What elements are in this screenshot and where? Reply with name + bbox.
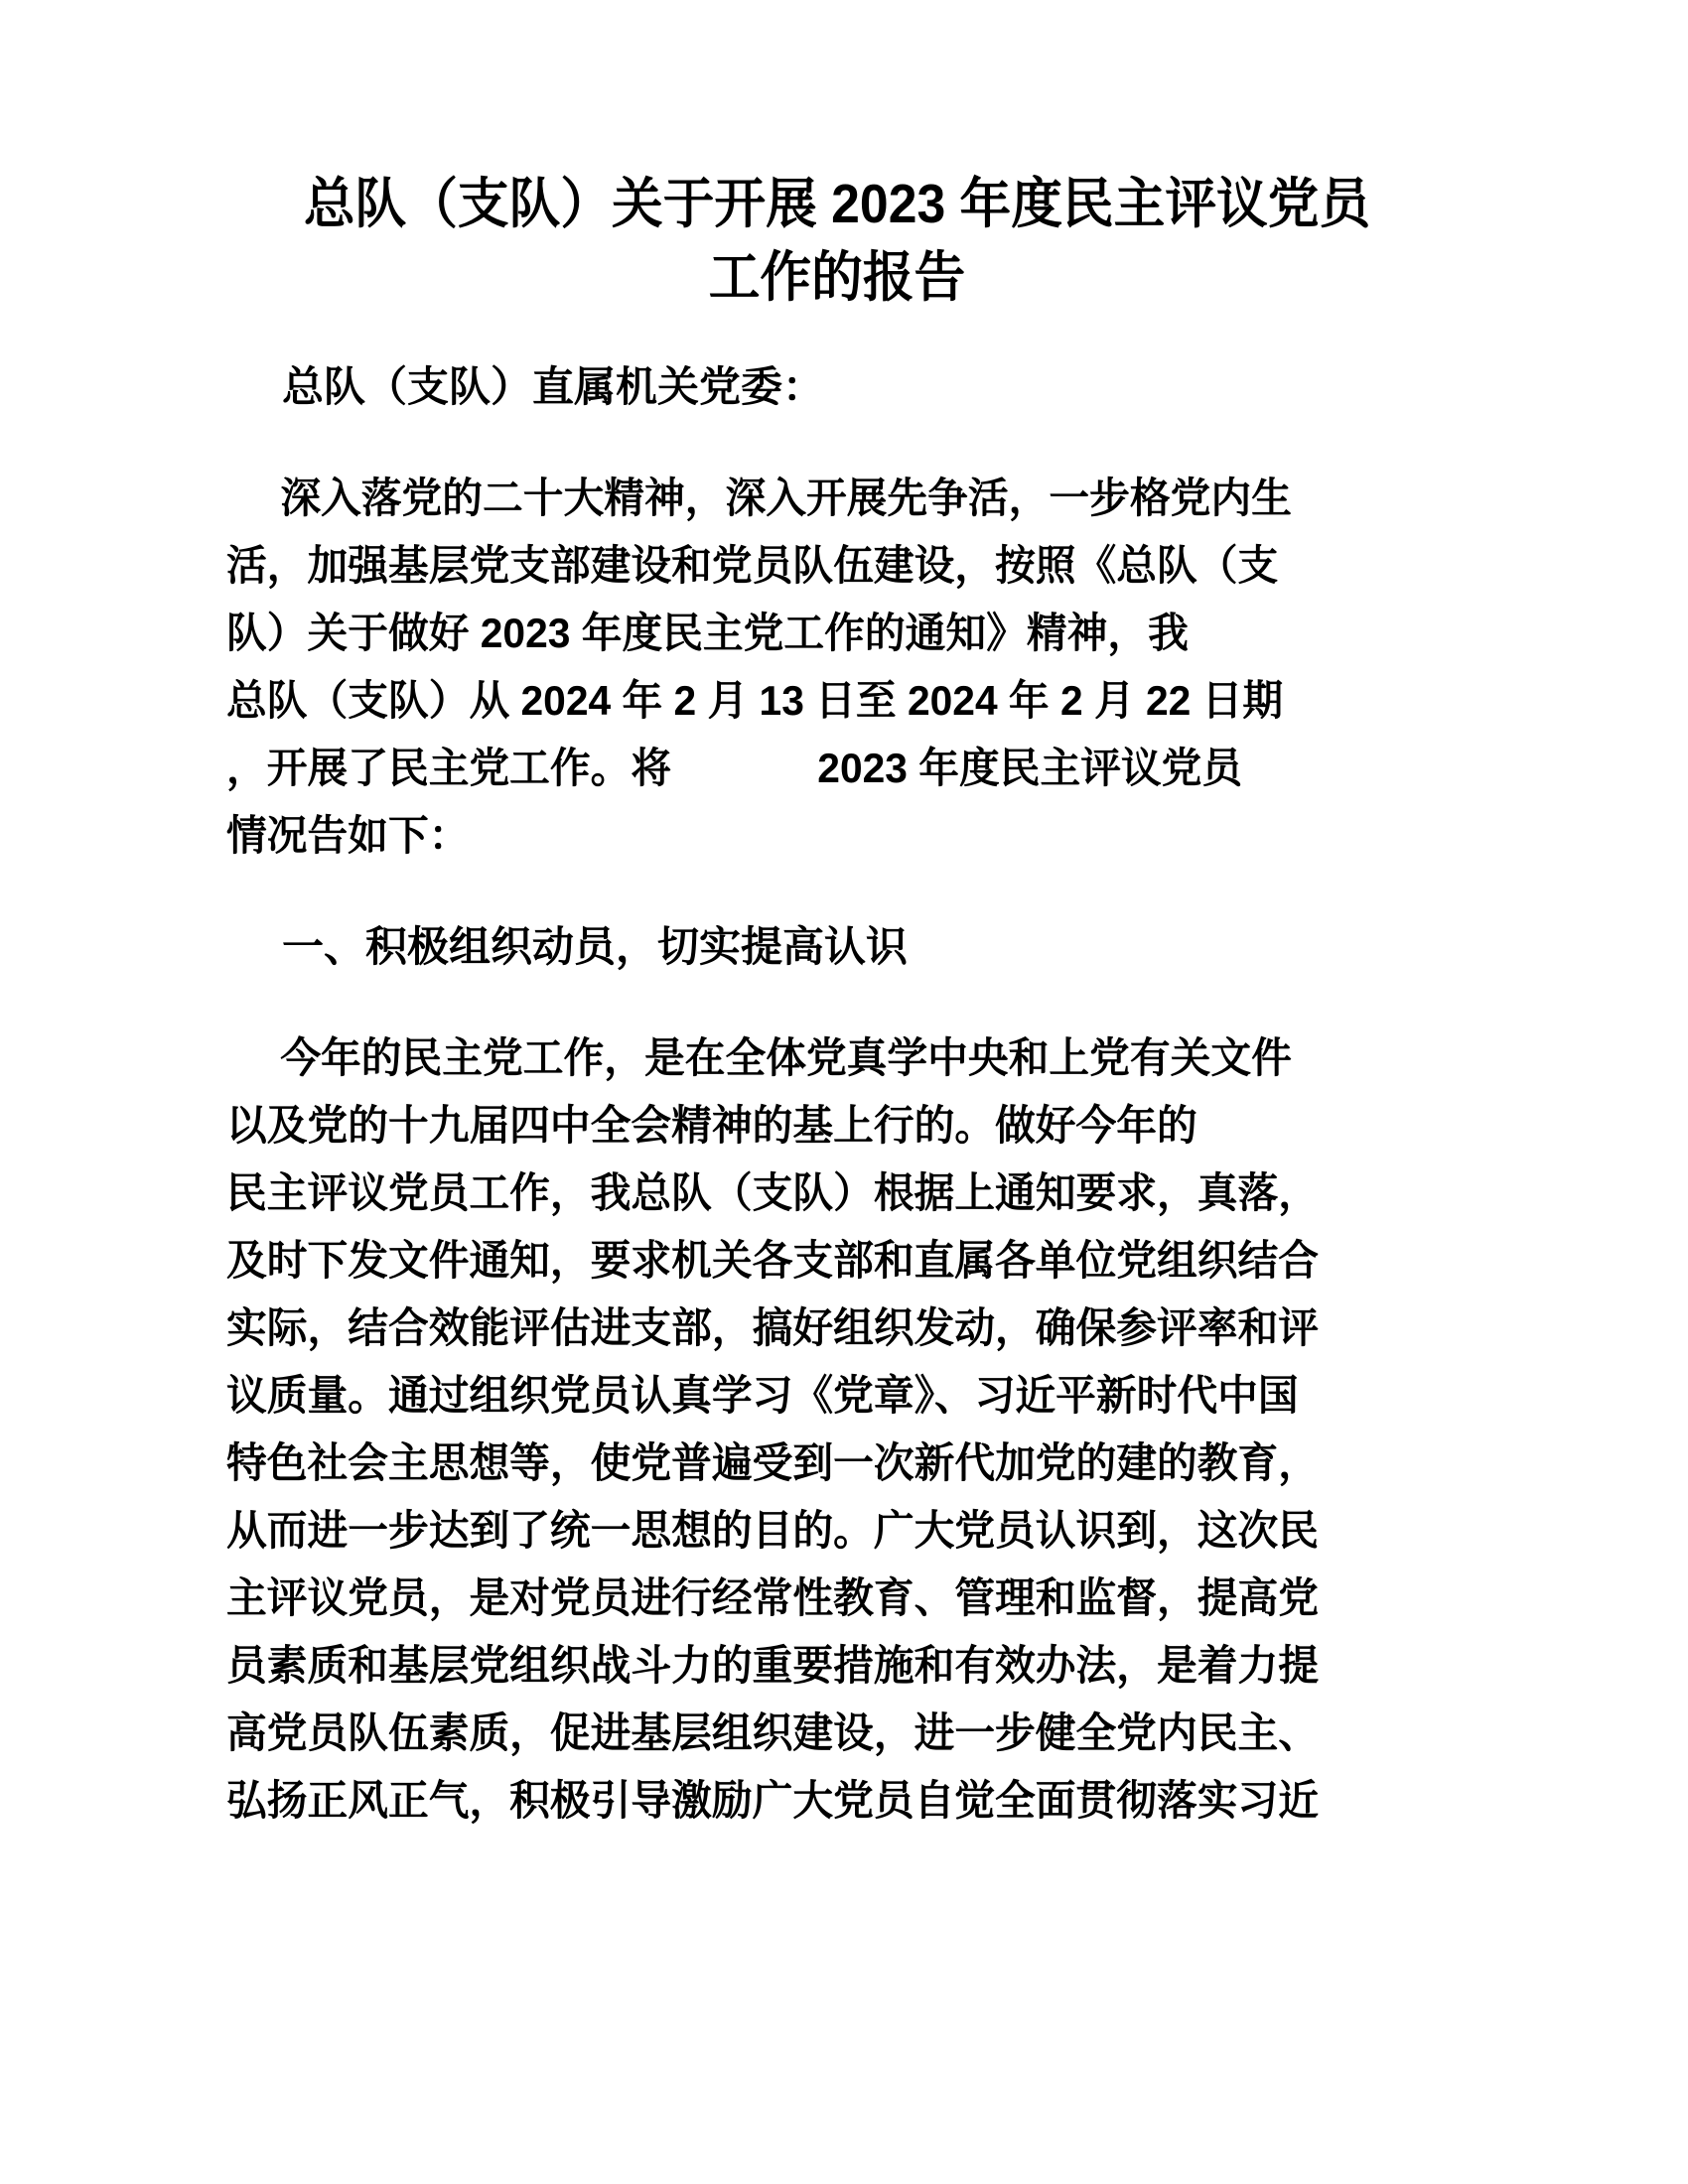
paragraph-line: 主评议党员，是对党员进行经常性教育、管理和监督，提高党 (226, 1574, 1319, 1621)
paragraph-line: 弘扬正风正气，积极引导激励广大党员自觉全面贯彻落实习近 (226, 1777, 1319, 1824)
paragraph-line: 实际，结合效能评估进支部，搞好组织发动，确保参评率和评 (226, 1304, 1319, 1351)
paragraph-line: ，开展了民主党工作。将 2023 年度民主评议党员 (226, 745, 1243, 791)
paragraph-line: 队）关于做好 2023 年度民主党工作的通知》精神，我 (226, 610, 1189, 656)
paragraph-line: 从而进一步达到了统一思想的目的。广大党员认识到，这次民 (226, 1507, 1319, 1554)
recipient-line: 总队（支队）直属机关党委： (282, 363, 825, 410)
paragraph-intro (226, 421, 1448, 870)
paragraph-line: 活，加强基层党支部建设和党员队伍建设，按照《总队（支 (226, 542, 1279, 589)
paragraph-line: 高党员队伍素质，促进基层组织建设，进一步健全党内民主、 (226, 1709, 1319, 1756)
section-heading-one: 一、积极组织动员，切实提高认识 (282, 923, 909, 970)
paragraph-section-one-body (226, 981, 1448, 1835)
paragraph-line: 总队（支队）从 2024 年 2 月 13 日至 2024 年 2 月 22 日期 (226, 677, 1284, 724)
paragraph-line: 及时下发文件通知，要求机关各支部和直属各单位党组织结合 (226, 1237, 1319, 1284)
title-line-2: 工作的报告 (708, 246, 966, 308)
paragraph-line: 议质量。通过组织党员认真学习《党章》、习近平新时代中国 (226, 1372, 1299, 1419)
page-title (263, 0, 1411, 314)
paragraph-line: 今年的民主党工作，是在全体党真学中央和上党有关文件 (280, 1034, 1292, 1081)
paragraph-line: 深入落党的二十大精神，深入开展先争活，一步格党内生 (280, 475, 1292, 521)
paragraph-line: 以及党的十九届四中全会精神的基上行的。做好今年的 (226, 1102, 1197, 1149)
document-content (226, 0, 1448, 1835)
paragraph-line: 特色社会主思想等，使党普遍受到一次新代加党的建的教育， (226, 1439, 1319, 1486)
paragraph-line: 情况告如下： (226, 812, 470, 859)
title-line-1: 总队（支队）关于开展 2023 年度民主评议党员 (303, 173, 1371, 234)
paragraph-line: 员素质和基层党组织战斗力的重要措施和有效办法，是着力提 (226, 1642, 1319, 1689)
paragraph-line: 民主评议党员工作，我总队（支队）根据上通知要求，真落， (226, 1169, 1319, 1216)
